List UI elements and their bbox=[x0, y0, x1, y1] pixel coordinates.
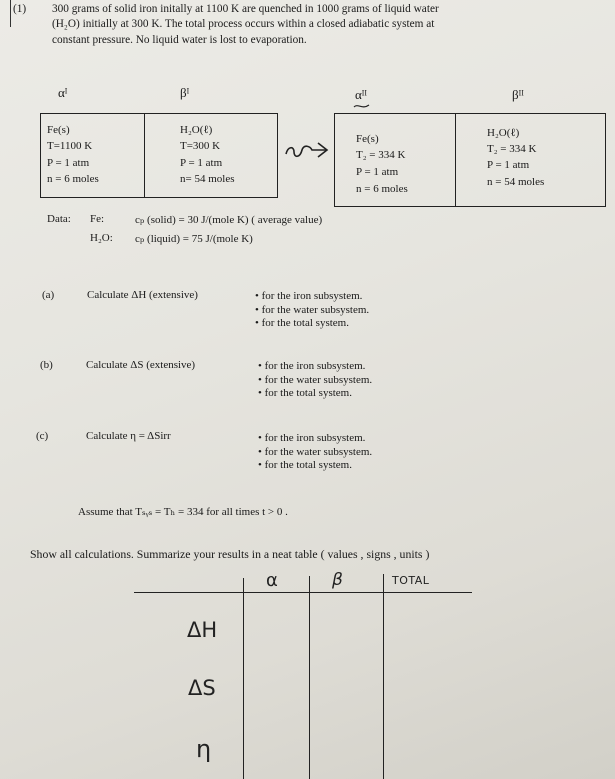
part-c-item-water: • for the water subsystem. bbox=[258, 446, 372, 460]
part-c-item-total: • for the total system. bbox=[258, 459, 372, 473]
initial-beta-temp: T=300 K bbox=[180, 140, 221, 152]
initial-box-divider bbox=[144, 113, 145, 198]
final-alpha-label: αᴵᴵ bbox=[355, 87, 368, 102]
part-b-label: (b) bbox=[40, 359, 53, 371]
summary-instruction: Show all calculations. Summarize your results in a neat table ( values , signs , units ) bbox=[30, 547, 430, 561]
problem-number: (1) bbox=[13, 3, 27, 15]
data-h2o-value: cₚ (liquid) = 75 J/(mole K) bbox=[135, 233, 253, 245]
final-box-divider bbox=[455, 113, 456, 207]
final-beta-pressure: P = 1 atm bbox=[487, 159, 530, 171]
initial-alpha-pressure: P = 1 atm bbox=[47, 157, 90, 169]
final-alpha-temp: T₂ = 334 K bbox=[356, 149, 406, 161]
initial-beta-moles: n= 54 moles bbox=[180, 173, 235, 185]
initial-beta-pressure: P = 1 atm bbox=[180, 157, 223, 169]
part-a-text: Calculate ΔH (extensive) bbox=[87, 289, 198, 301]
initial-beta-label: βᴵ bbox=[180, 85, 190, 100]
initial-alpha-moles: n = 6 moles bbox=[47, 173, 99, 185]
final-beta-label: βᴵᴵ bbox=[512, 87, 524, 102]
initial-alpha-label: αᴵ bbox=[58, 85, 68, 100]
part-c-bullets bbox=[258, 432, 372, 473]
handtable-divider-2 bbox=[309, 576, 310, 779]
part-b-item-water: • for the water subsystem. bbox=[258, 374, 372, 388]
part-c-item-iron: • for the iron subsystem. bbox=[258, 432, 372, 446]
handtable-col-beta: β bbox=[332, 570, 343, 590]
part-b-text: Calculate ΔS (extensive) bbox=[86, 359, 196, 371]
problem-line-3: constant pressure. No liquid water is lost to evaporation. bbox=[52, 34, 307, 46]
handtable-row-dh: ΔH bbox=[187, 618, 218, 642]
part-b-bullets bbox=[258, 360, 372, 401]
tilde-mark-icon bbox=[352, 102, 372, 110]
initial-alpha-temp: T=1100 K bbox=[47, 140, 93, 152]
data-fe-value: cₚ (solid) = 30 J/(mole K) ( average value) bbox=[135, 214, 323, 226]
final-beta-species: H₂O(ℓ) bbox=[487, 127, 520, 139]
handtable-row-ds: ΔS bbox=[188, 676, 216, 700]
final-alpha-species: Fe(s) bbox=[356, 133, 379, 145]
problem-line-1: 300 grams of solid iron initally at 1100 K are quenched in 1000 grams of liquid water bbox=[52, 3, 439, 15]
handtable-divider-1 bbox=[243, 578, 244, 779]
part-a-item-iron: • for the iron subsystem. bbox=[255, 290, 369, 304]
part-c-text: Calculate η = ΔSirr bbox=[86, 430, 171, 442]
initial-beta-species: H₂O(ℓ) bbox=[180, 124, 213, 136]
part-a-item-water: • for the water subsystem. bbox=[255, 304, 369, 318]
handtable-row-eta: η bbox=[196, 735, 212, 763]
final-beta-moles: n = 54 moles bbox=[487, 176, 545, 188]
problem-line-2: (H₂O) initially at 300 K. The total process occurs within a closed adiabatic system at bbox=[52, 18, 435, 30]
part-b-item-iron: • for the iron subsystem. bbox=[258, 360, 372, 374]
handtable-col-total: TOTAL bbox=[392, 574, 430, 587]
part-a-item-total: • for the total system. bbox=[255, 317, 369, 331]
final-alpha-pressure: P = 1 atm bbox=[356, 166, 399, 178]
assumption-text: Assume that Tₛᵧₛ = Tₕ = 334 for all times t > 0 . bbox=[78, 506, 288, 518]
data-fe-label: Fe: bbox=[90, 213, 105, 225]
part-c-label: (c) bbox=[36, 430, 49, 442]
data-label: Data: bbox=[47, 213, 71, 225]
final-beta-temp: T₂ = 334 K bbox=[487, 143, 537, 155]
part-b-item-total: • for the total system. bbox=[258, 387, 372, 401]
handtable-header-rule bbox=[134, 592, 472, 593]
final-alpha-moles: n = 6 moles bbox=[356, 183, 408, 195]
page-edge-mark bbox=[0, 0, 11, 27]
part-a-bullets bbox=[255, 290, 369, 331]
handtable-divider-3 bbox=[383, 574, 384, 779]
part-a-label: (a) bbox=[42, 289, 55, 301]
data-h2o-label: H₂O: bbox=[90, 232, 113, 244]
process-arrow-icon bbox=[282, 132, 332, 166]
handtable-col-alpha: ⍺ bbox=[266, 570, 278, 591]
initial-alpha-species: Fe(s) bbox=[47, 124, 70, 136]
